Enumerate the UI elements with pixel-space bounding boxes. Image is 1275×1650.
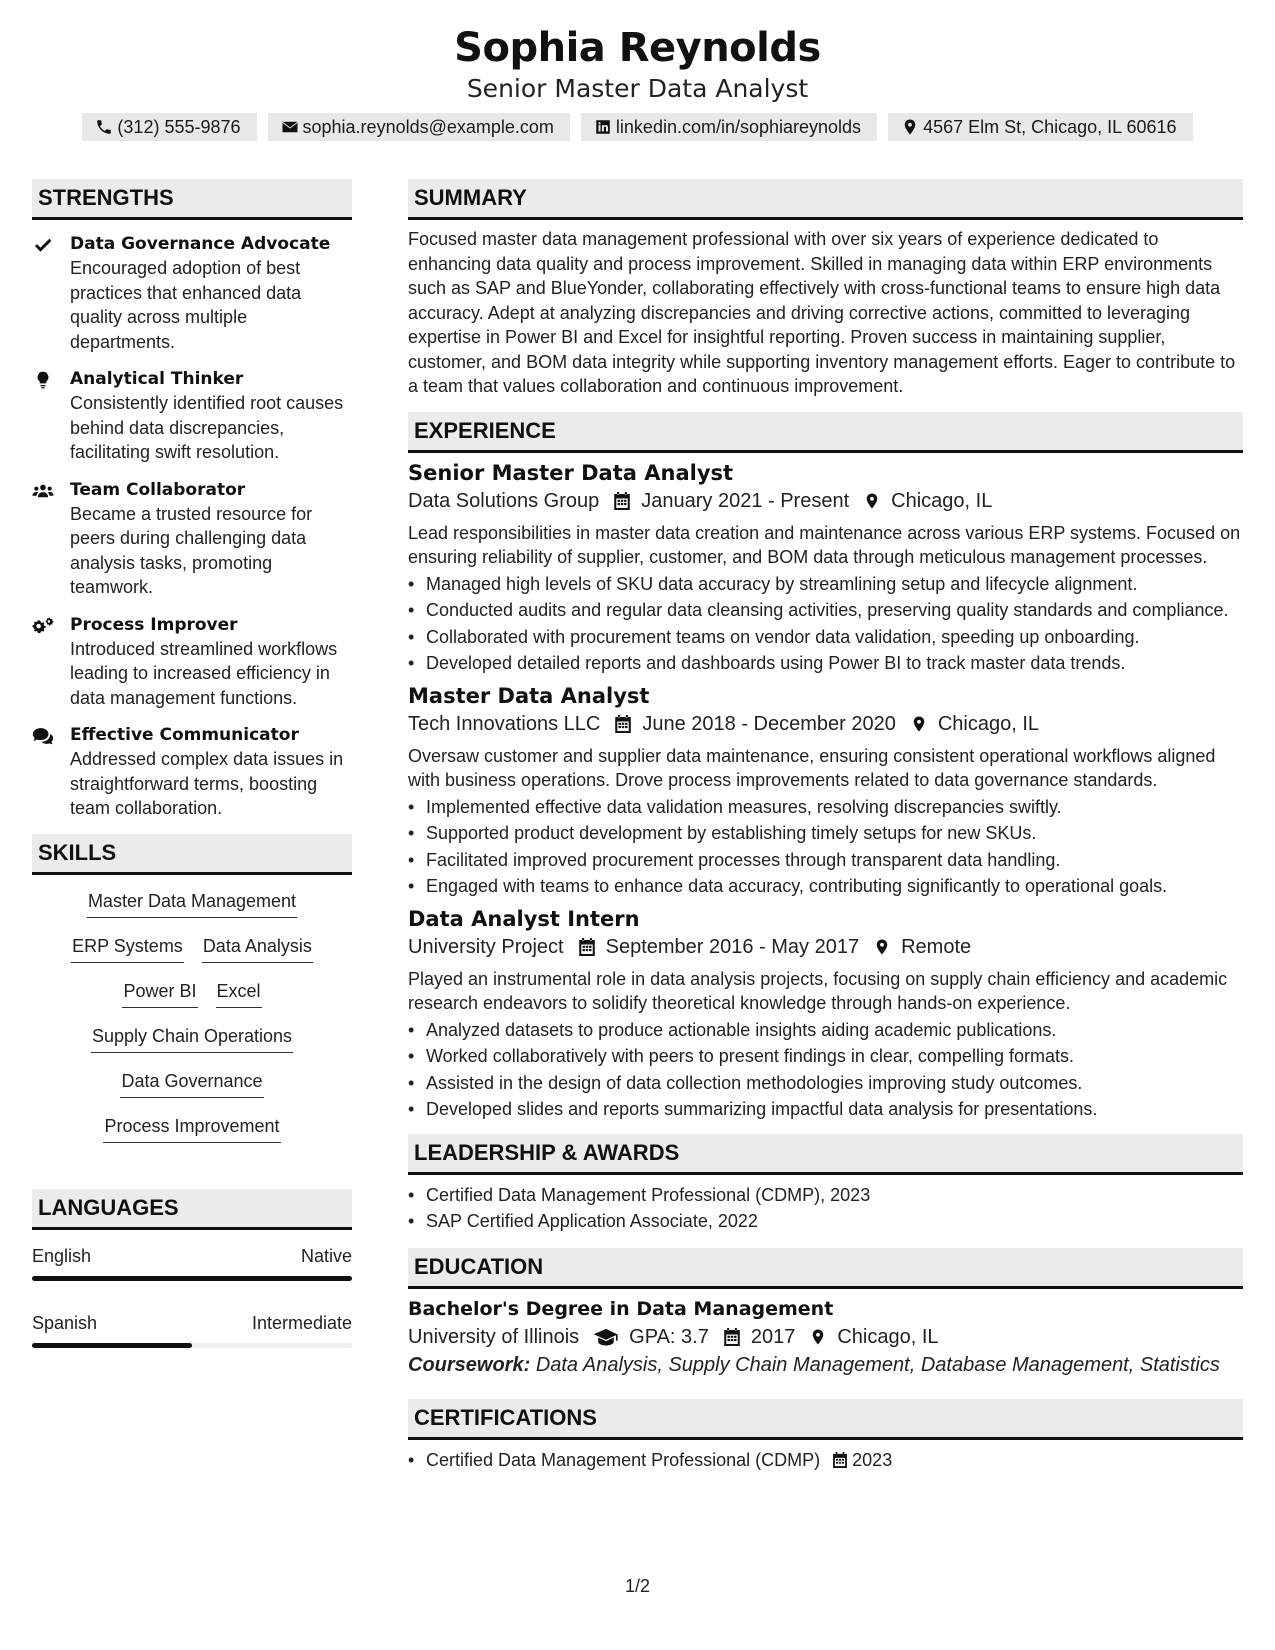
- job-description: Played an instrumental role in data analysis projects, focusing on supply chain efficiency and academic research endeavors to solidify theoretical knowledge through hands-on experience.: [408, 968, 1228, 1013]
- job-title: Master Data Analyst: [408, 683, 650, 708]
- cogs-icon: [32, 616, 54, 636]
- summary-heading: SUMMARY: [408, 179, 1243, 220]
- strength-item: [32, 478, 352, 600]
- right-column: [408, 179, 1243, 1472]
- job-dates: September 2016 - May 2017: [605, 935, 860, 958]
- graduation-year: 2017: [750, 1325, 796, 1348]
- list-item: [408, 1448, 1243, 1473]
- strength-desc: Encouraged adoption of best practices that enhanced data quality across multiple departments.: [70, 258, 302, 352]
- certification-year: 2023: [852, 1449, 893, 1470]
- linkedin-icon: [594, 118, 612, 136]
- summary-text: Focused master data management professional with over six years of experience dedicated to enhancing data quality and process improvement. Skilled in managing data within ERP environments such as SAP and BlueYonder, collaborating effectively with cross-functional teams to ensure high data accuracy. Adept at analyzing discrepancies and driving corrective actions, committed to leveraging expertise in Power BI and Excel for insightful reporting. Proven success in maintaining supplier, customer, and BOM data integrity while supporting inventory management efforts. Eager to contribute to a team that values collaboration and continuous improvement.: [408, 229, 1236, 396]
- strength-title: Analytical Thinker: [70, 369, 244, 389]
- calendar-icon: [614, 714, 632, 734]
- gpa: GPA: 3.7: [629, 1325, 709, 1348]
- list-item: • Assisted in the design of data collection methodologies improving study outcomes.: [408, 1071, 1243, 1096]
- job-meta: [408, 710, 1243, 738]
- job-entry: [408, 905, 1243, 1122]
- check-icon: [32, 235, 54, 255]
- list-item: • Certified Data Management Professional (CDMP), 2023: [408, 1183, 1243, 1208]
- list-item: • Facilitated improved procurement processes through transparent data handling.: [408, 848, 1243, 873]
- languages-list: [32, 1244, 352, 1348]
- contact-address-text: 4567 Elm St, Chicago, IL 60616: [923, 116, 1177, 137]
- language-level: Native: [300, 1245, 352, 1266]
- skill-tag: Excel: [216, 979, 262, 1008]
- language-proficiency-fill: [32, 1276, 352, 1281]
- contact-email-text: sophia.reynolds@example.com: [302, 116, 554, 137]
- awards-heading: LEADERSHIP & AWARDS: [408, 1134, 1243, 1175]
- job-dates: June 2018 - December 2020: [642, 712, 896, 735]
- job-location: Remote: [901, 935, 972, 958]
- language-name: English: [32, 1245, 92, 1266]
- language-proficiency-fill: [32, 1343, 192, 1348]
- language-row: [32, 1244, 352, 1268]
- strength-item: [32, 723, 352, 821]
- skill-tag: ERP Systems: [71, 934, 184, 963]
- skill-tag: Data Governance: [120, 1069, 263, 1098]
- strength-desc: Consistently identified root causes behind data discrepancies, facilitating swift resolution.: [70, 393, 344, 462]
- list-item: • Conducted audits and regular data cleansing activities, preserving quality standards and compliance.: [408, 598, 1243, 623]
- list-item: • Worked collaboratively with peers to present findings in clear, compelling formats.: [408, 1044, 1243, 1069]
- contact-bar: [0, 113, 1275, 141]
- calendar-icon: [578, 937, 596, 957]
- list-item: • Collaborated with procurement teams on vendor data validation, speeding up onboarding.: [408, 625, 1243, 650]
- strength-desc: Became a trusted resource for peers during challenging data analysis tasks, promoting teamwork.: [70, 503, 313, 597]
- languages-heading: LANGUAGES: [32, 1189, 352, 1230]
- list-item: • Developed detailed reports and dashboards using Power BI to track master data trends.: [408, 651, 1243, 676]
- envelope-icon: [281, 118, 299, 136]
- education-meta: [408, 1323, 1243, 1351]
- list-item: • Analyzed datasets to produce actionable insights aiding academic publications.: [408, 1018, 1243, 1043]
- coursework: [408, 1351, 1243, 1379]
- calendar-icon: [723, 1327, 741, 1347]
- map-marker-icon: [863, 491, 881, 511]
- degree-title: Bachelor's Degree in Data Management: [408, 1297, 834, 1320]
- skill-tag: Power BI: [122, 979, 197, 1008]
- job-description: Oversaw customer and supplier data maintenance, ensuring consistent operational workflows aligned with business operations. Drove process improvements related to data governance standards.: [408, 745, 1216, 790]
- users-icon: [32, 481, 54, 501]
- list-item: • Managed high levels of SKU data accuracy by streamlining setup and lifecycle alignment.: [408, 572, 1243, 597]
- certifications-list: [408, 1448, 1243, 1473]
- coursework-list: Data Analysis, Supply Chain Management, Database Management, Statistics: [535, 1353, 1220, 1376]
- job-entry: [408, 682, 1243, 899]
- skills-heading: SKILLS: [32, 834, 352, 875]
- experience-heading: EXPERIENCE: [408, 412, 1243, 453]
- job-meta: [408, 933, 1243, 961]
- map-marker-icon: [873, 937, 891, 957]
- job-description: Lead responsibilities in master data creation and maintenance across various ERP systems. Focused on ensuring reliability of supplier, customer, and BOM data through meticulous management processes.: [408, 522, 1241, 567]
- awards-list: [408, 1183, 1243, 1234]
- strength-item: [32, 367, 352, 465]
- list-item: • Developed slides and reports summarizing impactful data analysis for presentations.: [408, 1097, 1243, 1122]
- strength-desc: Introduced streamlined workflows leading to increased efficiency in data management functions.: [70, 638, 338, 708]
- skill-tag: Data Analysis: [202, 934, 313, 963]
- strength-desc: Addressed complex data issues in straightforward terms, boosting team collaboration.: [70, 749, 344, 818]
- phone-icon: [95, 118, 113, 136]
- candidate-title: Senior Master Data Analyst: [466, 74, 809, 103]
- job-bullets: [408, 1018, 1243, 1122]
- school-location: Chicago, IL: [837, 1325, 939, 1348]
- map-marker-icon: [809, 1327, 827, 1347]
- contact-linkedin[interactable]: [581, 113, 877, 141]
- job-bullets: [408, 572, 1243, 676]
- job-company: Data Solutions Group: [408, 489, 600, 512]
- graduation-cap-icon: [593, 1327, 619, 1347]
- job-title: Senior Master Data Analyst: [408, 460, 734, 485]
- job-location: Chicago, IL: [891, 489, 993, 512]
- list-item: • Supported product development by establishing timely setups for new SKUs.: [408, 821, 1243, 846]
- comments-icon: [32, 726, 54, 746]
- job-location: Chicago, IL: [937, 712, 1040, 735]
- map-marker-icon: [910, 714, 928, 734]
- job-title: Data Analyst Intern: [408, 906, 640, 931]
- list-item: • Engaged with teams to enhance data accuracy, contributing significantly to operational goals.: [408, 874, 1243, 899]
- contact-phone[interactable]: [82, 113, 256, 141]
- page-number: 1/2: [624, 1576, 651, 1596]
- school-name: University of Illinois: [408, 1325, 580, 1348]
- strength-item: [32, 613, 352, 711]
- education-heading: EDUCATION: [408, 1248, 1243, 1289]
- contact-linkedin-text: linkedin.com/in/sophiareynolds: [615, 116, 862, 137]
- skill-tag: Process Improvement: [103, 1114, 280, 1143]
- skills-list: [32, 889, 352, 1159]
- job-entry: [408, 459, 1243, 676]
- contact-address: [888, 113, 1193, 141]
- job-company: University Project: [408, 935, 564, 958]
- skill-tag: Supply Chain Operations: [91, 1024, 293, 1053]
- strengths-heading: STRENGTHS: [32, 179, 352, 220]
- language-name: Spanish: [32, 1312, 98, 1333]
- job-bullets: [408, 795, 1243, 899]
- strength-title: Process Improver: [70, 614, 238, 635]
- calendar-icon: [832, 1451, 848, 1469]
- list-item: • Implemented effective data validation measures, resolving discrepancies swiftly.: [408, 795, 1243, 820]
- strength-title: Team Collaborator: [70, 479, 246, 500]
- strengths-list: [32, 232, 352, 821]
- language-proficiency-bar: [32, 1343, 352, 1348]
- certification-name: • Certified Data Management Professional (CDMP): [426, 1449, 821, 1470]
- skill-tag: Master Data Management: [87, 889, 297, 918]
- resume-header: [0, 22, 1275, 104]
- language-row: [32, 1311, 352, 1335]
- lightbulb-icon: [32, 370, 54, 390]
- contact-phone-text: (312) 555-9876: [117, 116, 241, 137]
- calendar-icon: [613, 491, 631, 511]
- list-item: • SAP Certified Application Associate, 2022: [408, 1209, 1243, 1234]
- language-proficiency-bar: [32, 1276, 352, 1281]
- strength-item: [32, 232, 352, 354]
- certifications-heading: CERTIFICATIONS: [408, 1399, 1243, 1440]
- strength-title: Data Governance Advocate: [70, 234, 331, 254]
- job-company: Tech Innovations LLC: [408, 712, 601, 735]
- job-meta: [408, 487, 1243, 515]
- education-entry: [408, 1295, 1243, 1379]
- map-marker-icon: [901, 118, 919, 136]
- job-dates: January 2021 - Present: [641, 489, 850, 512]
- language-level: Intermediate: [251, 1312, 352, 1333]
- coursework-label: Coursework:: [408, 1353, 531, 1376]
- candidate-name: Sophia Reynolds: [454, 25, 821, 71]
- left-column: [32, 179, 352, 1378]
- contact-email[interactable]: [268, 113, 570, 141]
- strength-title: Effective Communicator: [70, 725, 299, 745]
